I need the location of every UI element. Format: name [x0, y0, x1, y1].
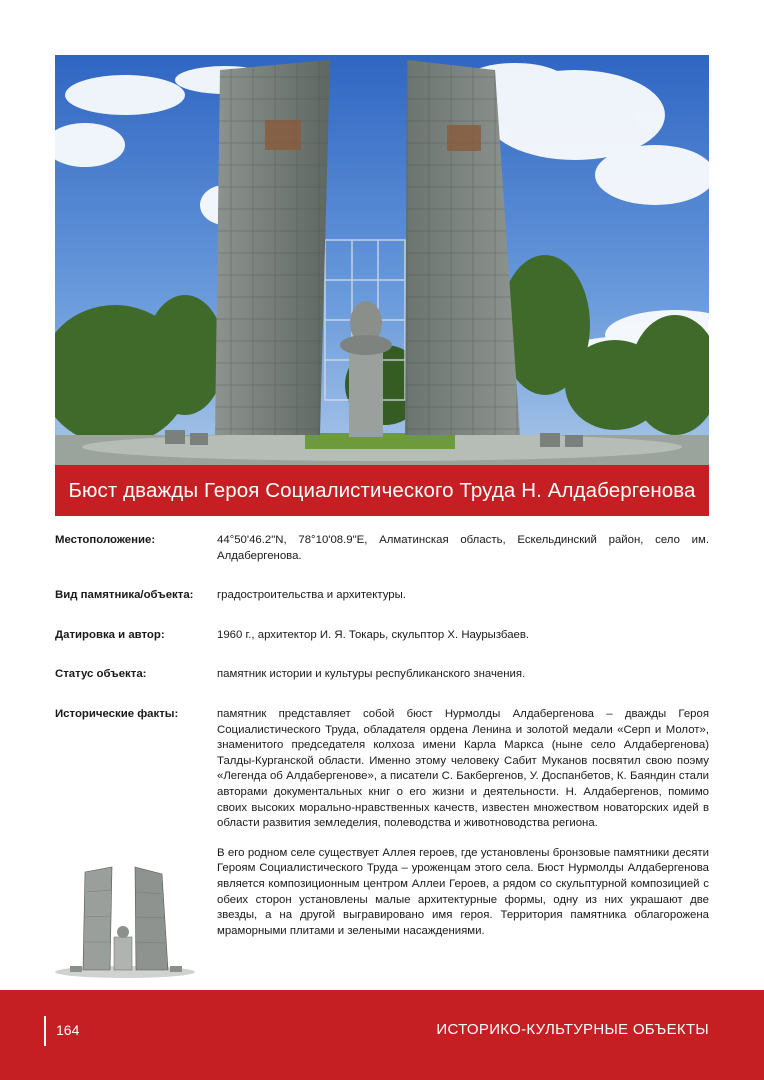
fact-location — [55, 533, 709, 578]
fact-label: Вид памятника/объекта: — [55, 589, 194, 602]
fact-text: памятник истории и культуры республиканского значения. — [217, 668, 526, 681]
fact-text: памятник представляет собой бюст Нурмолды Алдабергенова – дважды Героя Социалистического Труда, обладателя ордена Ленина и золотой медали «Серп и Молот», знаменитого председателя колхоза имени Карла Маркса (ныне село Алдабергенова) Талды-Курганской области. Именно этому человеку Сабит Муканов посвятил свою поэму «Легенда об Алдабергенове», а писатели С. Бакбергенов, У. Доспанбетов, К. Баяндин стали авторами документальных книг о его жизни и деятельности. Н. Алдабергенов, помимо своих высоких морально-нравственных качеств, известен множеством новаторских идей в области развития земледелия, полеводства и животноводства региона. — [217, 707, 709, 830]
fact-dating — [55, 628, 709, 658]
section-title: ИСТОРИКО-КУЛЬТУРНЫЕ ОБЪЕКТЫ — [436, 1021, 709, 1038]
footer-divider — [44, 1016, 46, 1046]
monument-photo — [55, 55, 709, 465]
fact-value — [217, 707, 709, 953]
fact-label: Датировка и автор: — [55, 628, 165, 641]
page-footer — [0, 990, 764, 1080]
fact-type — [55, 588, 709, 618]
fact-status — [55, 667, 709, 697]
fact-label: Местоположение: — [55, 534, 156, 546]
fact-value — [217, 588, 709, 618]
monument-sketch — [50, 862, 200, 980]
fact-text: 1960 г., архитектор И. Я. Токарь, скульптор Х. Наурызбаев. — [217, 628, 530, 641]
fact-value — [217, 667, 709, 697]
fact-text: 44°50'46.2"N, 78°10'08.9"E, Алматинская область, Ескельдинский район, село им. Алдабергенова. — [217, 534, 709, 562]
fact-text: В его родном селе существует Аллея героев, где установлены бронзовые памятники десяти Героям Социалистического Труда – уроженцам этого села. Бюст Нурмолды Алдабергенова является композиционным центром Аллеи Героев, а рядом со скульптурной композицией с обеих сторон установлены малые архитектурные формы, одну из них украшают две звезды, а на другой выгравировано имя героя. Территория памятника облагорожена мраморными плитами и зелеными насаждениями. — [217, 846, 709, 937]
fact-label: Исторические факты: — [55, 707, 179, 720]
monument-title: Бюст дважды Героя Социалистического Труда Н. Алдабергенова — [55, 465, 709, 516]
fact-value — [217, 628, 709, 658]
fact-value — [217, 533, 709, 578]
page-number: 164 — [56, 1022, 80, 1038]
fact-text: градостроительства и архитектуры. — [217, 589, 406, 602]
fact-label: Статус объекта: — [55, 668, 147, 681]
